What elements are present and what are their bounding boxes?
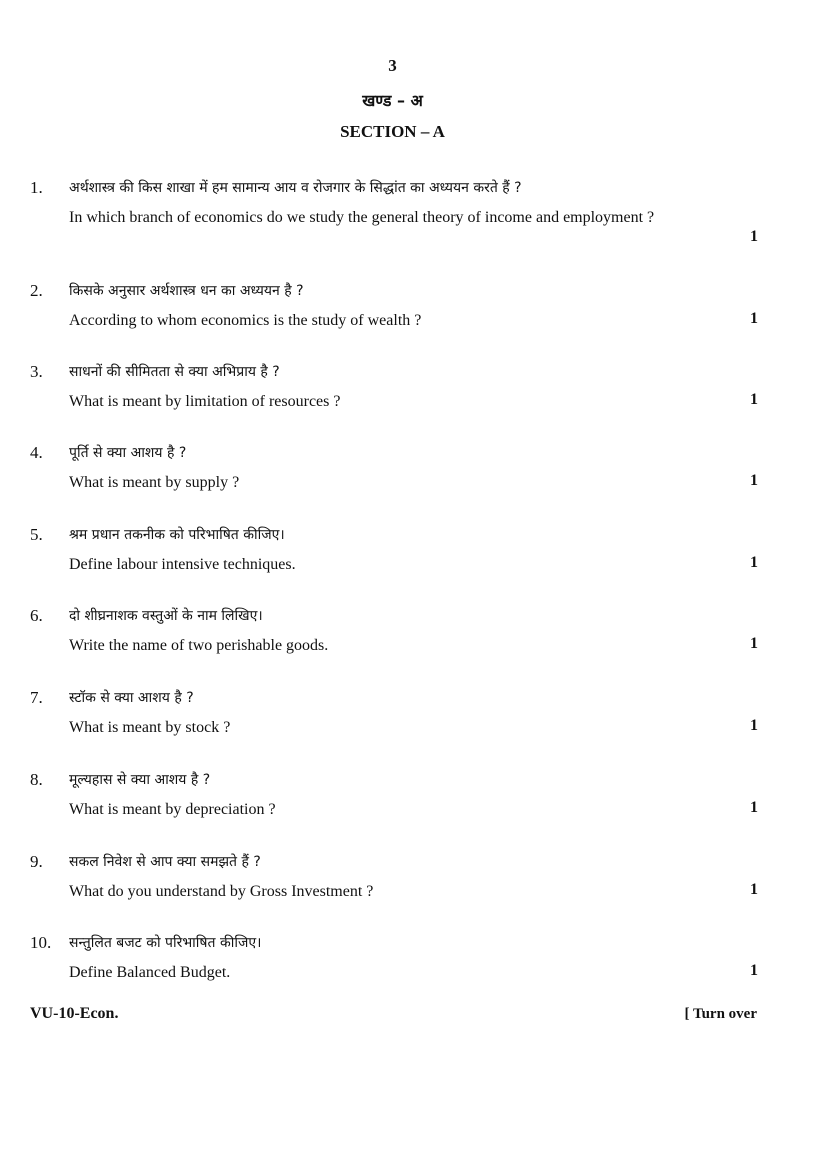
question-text-hindi: श्रम प्रधान तकनीक को परिभाषित कीजिए। — [69, 527, 285, 543]
question-text-english: In which branch of economics do we study the general theory of income and employment ? — [69, 209, 655, 226]
question-marks: 1 — [750, 635, 758, 652]
question-number: 8. — [30, 770, 43, 789]
question-text-english: Write the name of two perishable goods. — [69, 637, 329, 654]
section-title-english: SECTION – A — [340, 122, 445, 141]
question-number: 4. — [30, 443, 43, 462]
question-8 — [30, 770, 760, 820]
question-marks: 1 — [750, 799, 758, 816]
question-marks: 1 — [750, 554, 758, 571]
question-text-english: What is meant by depreciation ? — [69, 801, 276, 818]
question-text-hindi: साधनों की सीमितता से क्या अभिप्राय है ? — [69, 364, 280, 380]
question-text-hindi: पूर्ति से क्या आशय है ? — [69, 445, 187, 461]
question-number: 10. — [30, 933, 52, 952]
question-2 — [30, 281, 760, 331]
question-10 — [30, 933, 760, 983]
question-6 — [30, 606, 760, 656]
question-text-english: What do you understand by Gross Investment ? — [69, 883, 374, 900]
question-text-hindi: सकल निवेश से आप क्या समझते हैं ? — [69, 854, 261, 870]
question-marks: 1 — [750, 717, 758, 734]
question-text-hindi: मूल्यहास से क्या आशय है ? — [69, 772, 211, 788]
question-marks: 1 — [750, 472, 758, 489]
question-marks: 1 — [750, 310, 758, 327]
question-1 — [30, 178, 760, 248]
question-marks: 1 — [750, 881, 758, 898]
question-marks: 1 — [750, 962, 758, 979]
question-text-hindi: अर्थशास्त्र की किस शाखा में हम सामान्य आय व रोजगार के सिद्धांत का अध्ययन करते हैं ? — [69, 180, 522, 196]
paper-code: VU-10-Econ. — [30, 1005, 119, 1022]
turn-over-note: [ Turn over — [684, 1006, 757, 1022]
question-text-hindi: किसके अनुसार अर्थशास्त्र धन का अध्ययन है ? — [69, 283, 304, 299]
question-number: 7. — [30, 688, 43, 707]
question-text-english: What is meant by supply ? — [69, 474, 240, 491]
question-text-hindi: दो शीघ्रनाशक वस्तुओं के नाम लिखिए। — [69, 608, 263, 624]
question-text-hindi: स्टॉक से क्या आशय है ? — [69, 690, 194, 706]
question-marks: 1 — [750, 228, 758, 245]
question-number: 5. — [30, 525, 43, 544]
question-text-english: Define labour intensive techniques. — [69, 556, 296, 573]
question-text-english: What is meant by limitation of resources ? — [69, 393, 341, 410]
section-title-hindi: खण्ड – अ — [362, 91, 423, 110]
question-number: 6. — [30, 606, 43, 625]
question-number: 2. — [30, 281, 43, 300]
question-7 — [30, 688, 760, 738]
question-9 — [30, 852, 760, 902]
question-marks: 1 — [750, 391, 758, 408]
question-text-english: Define Balanced Budget. — [69, 964, 231, 981]
question-4 — [30, 443, 760, 493]
question-5 — [30, 525, 760, 575]
question-3 — [30, 362, 760, 412]
question-text-english: What is meant by stock ? — [69, 719, 231, 736]
question-text-english: According to whom economics is the study of wealth ? — [69, 312, 422, 329]
question-number: 9. — [30, 852, 43, 871]
page-number: 3 — [388, 56, 397, 75]
question-number: 3. — [30, 362, 43, 381]
question-text-hindi: सन्तुलित बजट को परिभाषित कीजिए। — [69, 935, 262, 951]
question-number: 1. — [30, 178, 43, 197]
